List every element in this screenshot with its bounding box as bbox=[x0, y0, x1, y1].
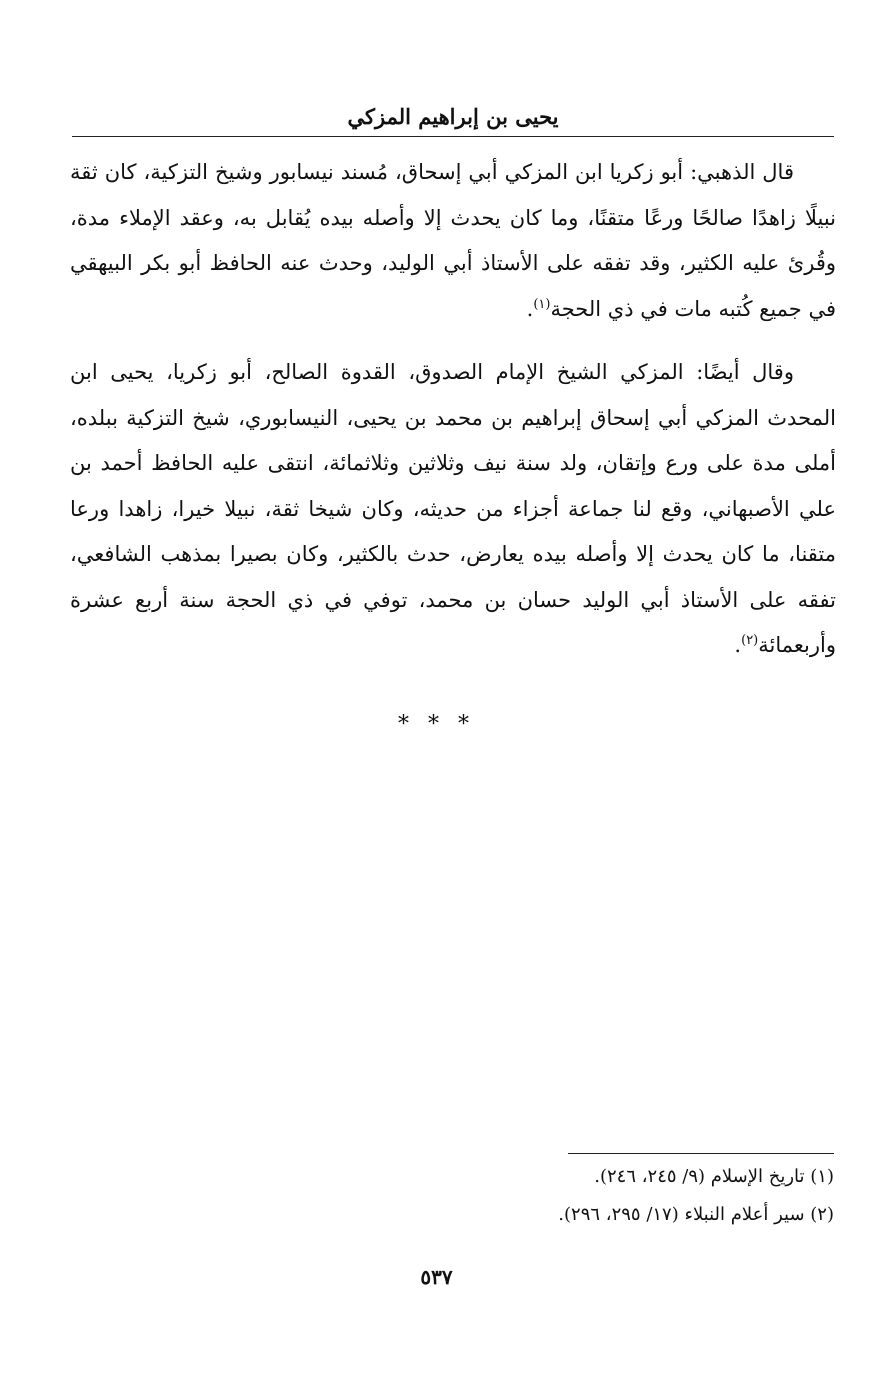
paragraph-2-end: . bbox=[734, 633, 742, 657]
paragraph-1-text: قال الذهبي: أبو زكريا ابن المزكي أبي إسحاق، مُسند نيسابور وشيخ التزكية، كان ثقة نبيلًا زاهدًا صالحًا ورعًا متقنًا، وما كان يحدث إلا وأصله بيده يُقابل به، وعقد الإملاء مدة، وقُرئ عليه الكثير، وقد تفقه على الأستاذ أبي الوليد، وحدث عنه الحافظ أبو بكر البيهقي في جميع كُتبه مات في ذي الحجة bbox=[70, 160, 837, 321]
footnote-ref-1[interactable]: (١) bbox=[533, 296, 551, 312]
paragraph-2 bbox=[70, 350, 836, 669]
paragraph-2-text: وقال أيضًا: المزكي الشيخ الإمام الصدوق، القدوة الصالح، أبو زكريا، يحيى ابن المحدث المزكي أبي إسحاق إبراهيم بن محمد بن يحيى، النيسابوري، شيخ التزكية ببلده، أملى مدة على ورع وإتقان، ولد سنة نيف وثلاثين وثلاثمائة، انتقى عليه الحافظ أحمد بن علي الأصبهاني، وقع لنا جماعة أجزاء من حديثه، وكان شيخا ثقة، نبيلا خيرا، زاهدا ورعا متقنا، ما كان يحدث إلا وأصله بيده يعارض، حدث بالكثير، وكان بصيرا بمذهب الشافعي، تفقه على الأستاذ أبي الوليد حسان بن محمد، توفي في ذي الحجة سنة أربع عشرة وأربعمائة bbox=[70, 360, 836, 657]
paragraph-1 bbox=[70, 150, 836, 332]
page-number: ٥٣٧ bbox=[420, 1265, 453, 1289]
footnote-1: (١) تاريخ الإسلام (٩/ ٢٤٥، ٢٤٦). bbox=[594, 1166, 834, 1187]
header-rule bbox=[72, 136, 834, 137]
paragraph-1-end: . bbox=[526, 296, 534, 321]
footnotes bbox=[72, 1158, 834, 1234]
section-separator: * * * bbox=[398, 712, 475, 737]
footnote-ref-2[interactable]: (٢) bbox=[741, 633, 759, 648]
main-text bbox=[70, 150, 836, 687]
running-head: يحيى بن إبراهيم المزكي bbox=[347, 104, 559, 129]
footnote-2: (٢) سير أعلام النبلاء (١٧/ ٢٩٥، ٢٩٦). bbox=[558, 1204, 834, 1225]
footnote-rule bbox=[568, 1153, 834, 1154]
